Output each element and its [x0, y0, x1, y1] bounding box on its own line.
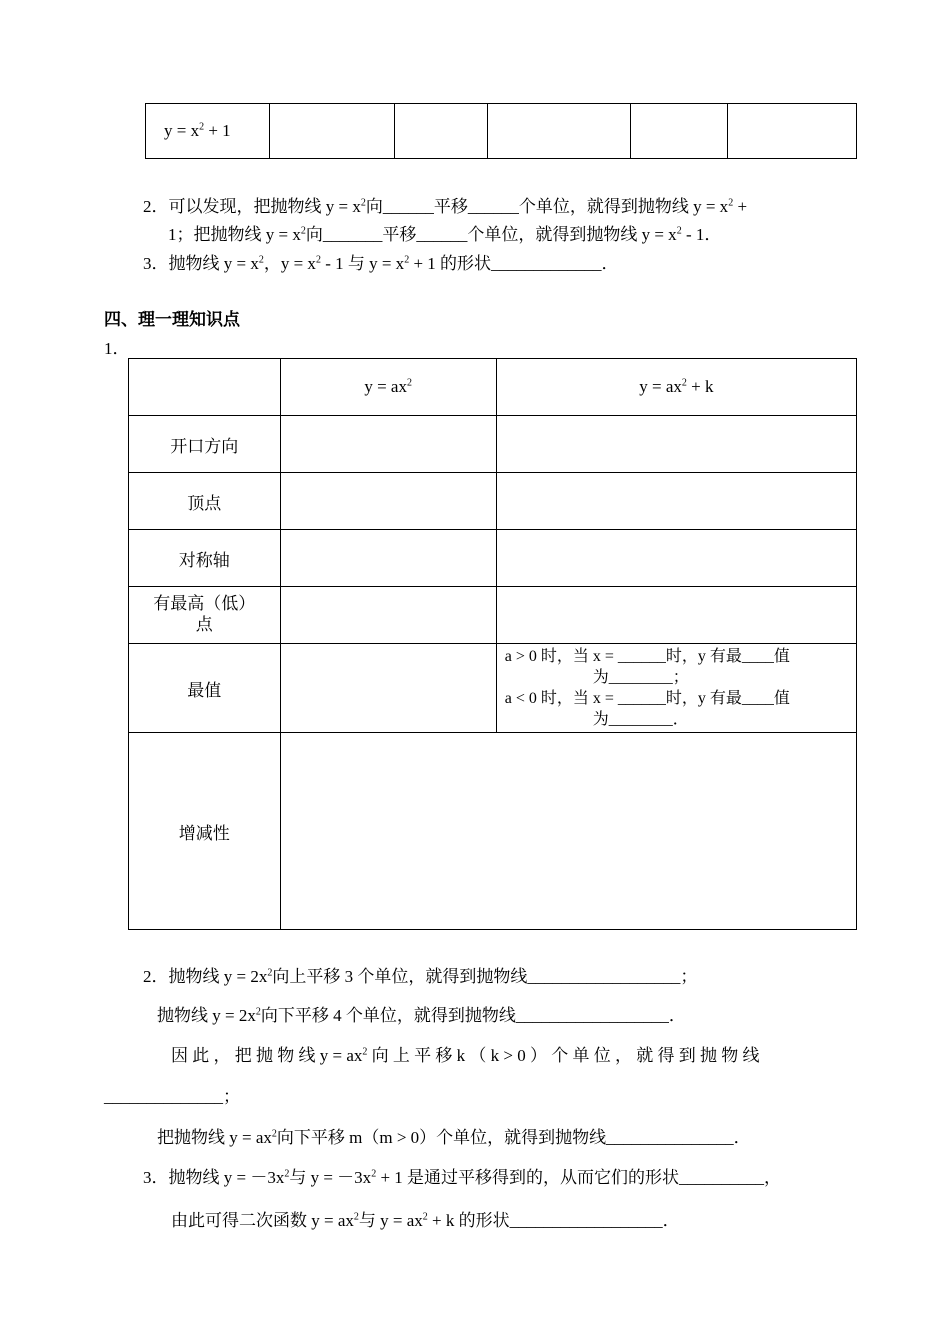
s4-item-2-line-5: 把抛物线 $y = ax^2$向下平移 m（m > 0）个单位，就得到抛物线_______________． — [157, 1128, 751, 1147]
table-cell[interactable] — [280, 733, 856, 930]
s4-item-3-line-2: 由此可得二次函数 $y = ax^2$与 $y = ax^2 + k$ 的形状__________________． — [171, 1211, 680, 1230]
extreme-value-cell[interactable] — [496, 644, 856, 733]
max-line-2: a < 0 时，当 x = ______时，y 有最____值 — [504, 690, 790, 707]
table-cell[interactable] — [728, 104, 857, 159]
row-label-opening-direction: 开口方向 — [129, 416, 281, 473]
max-line-2-cont: 为________． — [592, 711, 689, 728]
max-line-1: a > 0 时，当 x = ______时，y 有最____值 — [504, 648, 790, 665]
table-header-row — [129, 359, 857, 416]
s4-item-2-line-2: 抛物线 $y = 2x^2$向下平移 4 个单位，就得到抛物线__________________． — [157, 1006, 686, 1025]
table-cell[interactable] — [280, 530, 496, 587]
item-2-line-2: 1；把抛物线 $y = x^2$向_______平移______个单位，就得到抛物线 $y = x^2 - 1$． — [168, 225, 722, 244]
row-label-vertex: 顶点 — [129, 473, 281, 530]
row-label-axis: 对称轴 — [129, 530, 281, 587]
row-label-monotonicity: 增减性 — [129, 733, 281, 930]
s4-item-2-line-4: ______________； — [104, 1087, 240, 1106]
col-header-1: $y = ax^2$ — [280, 359, 496, 416]
table-cell[interactable] — [269, 104, 394, 159]
col-header-2: $y = ax^2 + k$ — [496, 359, 856, 416]
s4-item-2-line-3: 因 此 ， 把 抛 物 线 $y = ax^2$ 向 上 平 移 k （ k > 0 ） 个 单 位 ， 就 得 到 抛 物 线 — [171, 1046, 760, 1065]
table-cell[interactable] — [394, 104, 488, 159]
top-table — [145, 103, 857, 159]
table-cell[interactable] — [630, 104, 728, 159]
table-cell[interactable] — [496, 587, 856, 644]
table-row — [129, 416, 857, 473]
table-cell[interactable] — [496, 530, 856, 587]
item-3: 3．抛物线 $y = x^2$，$y = x^2 - 1$ 与 $y = x^2 + 1$ 的形状_____________． — [143, 254, 619, 273]
table-cell[interactable] — [496, 416, 856, 473]
s4-item-2-line-1: 2．抛物线 $y = 2x^2$向上平移 3 个单位，就得到抛物线__________________； — [143, 967, 698, 986]
max-line-1-cont: 为________； — [592, 669, 689, 686]
table-row — [129, 530, 857, 587]
table-row — [129, 473, 857, 530]
table-cell[interactable] — [280, 473, 496, 530]
table-cell[interactable] — [280, 587, 496, 644]
table-cell[interactable] — [280, 416, 496, 473]
item-1-label: 1． — [104, 339, 130, 358]
table-row — [129, 587, 857, 644]
table-row — [129, 733, 857, 930]
table-row — [129, 644, 857, 733]
s4-item-3-line-1: 3．抛物线 $y = -3x^2$与 $y = -3x^2 + 1$ 是通过平移得到的，从而它们的形状__________， — [143, 1168, 782, 1187]
table-cell[interactable] — [488, 104, 630, 159]
table-row — [146, 104, 857, 159]
knowledge-table — [128, 358, 857, 930]
table-cell[interactable] — [280, 644, 496, 733]
item-2-line-1: 2．可以发现，把抛物线 $y = x^2$向______平移______个单位，就得到抛物线 $y = x^2$ + — [143, 197, 748, 216]
row-label-extreme-value: 最值 — [129, 644, 281, 733]
row-label-extreme-point: 有最高（低） 点 — [129, 587, 281, 644]
row-label-cell: $y = x^2 + 1$ — [146, 104, 270, 159]
table-cell — [129, 359, 281, 416]
section-heading: 四、理一理知识点 — [104, 310, 240, 330]
table-cell[interactable] — [496, 473, 856, 530]
